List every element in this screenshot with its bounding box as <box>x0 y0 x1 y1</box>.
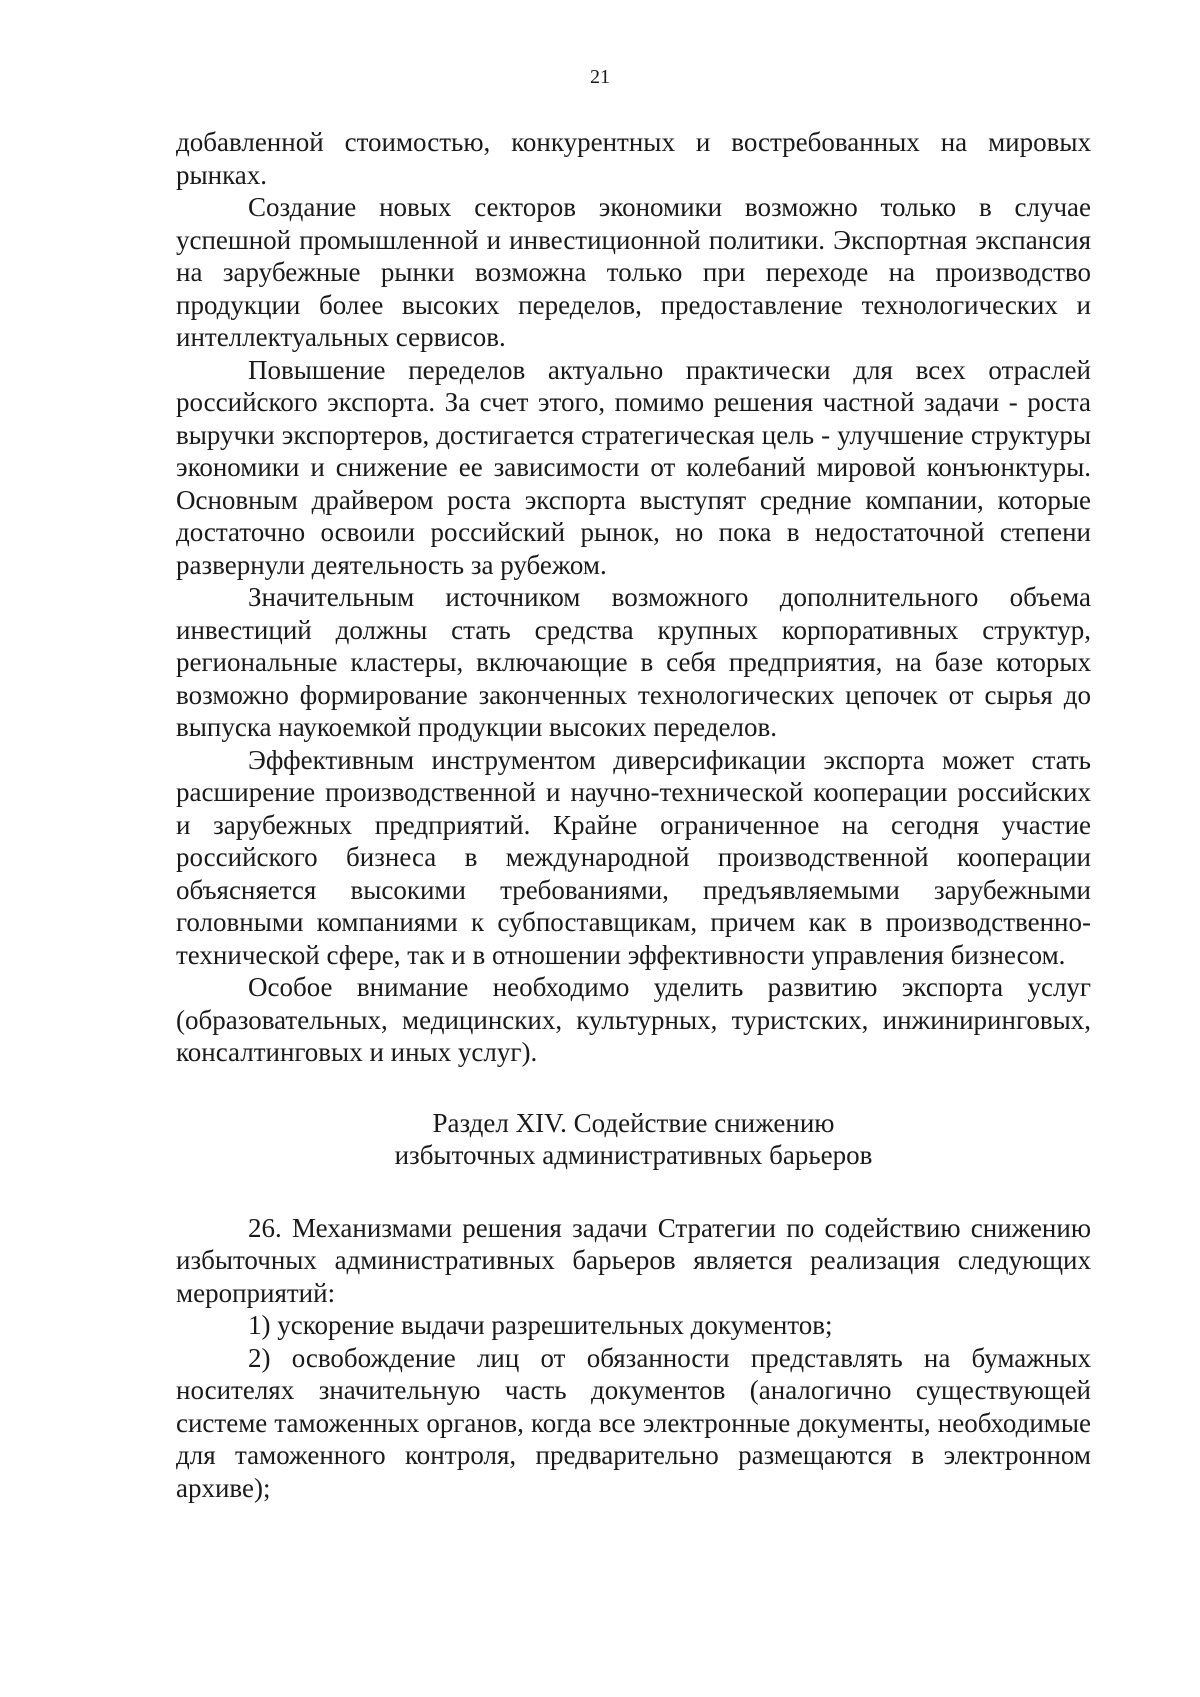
paragraph: Эффективным инструментом диверсификации экспорта может стать расширение производственной и научно-технической кооперации российских и зарубежных предприятий. Крайне ограниченное на сегодня участие российского бизнеса в международной производственной кооперации объясняется высокими требованиями, предъявляемыми зарубежными головными компаниями к субпоставщикам, причем как в производственно-технической сфере, так и в отношении эффективности управления бизнесом. <box>176 744 1091 970</box>
paragraph: Значительным источником возможного дополнительного объема инвестиций должны стать средства крупных корпоративных структур, региональные кластеры, включающие в себя предприятия, на базе которых возможно формирование законченных технологических цепочек от сырья до выпуска наукоемкой продукции высоких переделов. <box>176 582 1091 742</box>
section-heading-line: избыточных административных барьеров <box>394 1140 873 1170</box>
section-heading <box>176 1107 1091 1172</box>
paragraph: добавленной стоимостью, конкурентных и востребованных на мировых рынках. <box>176 127 1091 190</box>
paragraph: Повышение переделов актуально практически для всех отраслей российского экспорта. За счет этого, помимо решения частной задачи - роста выручки экспортеров, достигается стратегическая цель - улучшение структуры экономики и снижение ее зависимости от колебаний мировой конъюнктуры. Основным драйвером роста экспорта выступят средние компании, которые достаточно освоили российский рынок, но пока в недостаточной степени развернули деятельность за рубежом. <box>176 354 1091 580</box>
list-item: 1) ускорение выдачи разрешительных документов; <box>248 1310 833 1340</box>
paragraph: Создание новых секторов экономики возможно только в случае успешной промышленной и инвестиционной политики. Экспортная экспансия на зарубежные рынки возможна только при переходе на производство продукции более высоких переделов, предоставление технологических и интеллектуальных сервисов. <box>176 192 1091 352</box>
list-item: 2) освобождение лиц от обязанности представлять на бумажных носителях значительную часть документов (аналогично существующей системе таможенных органов, когда все электронные документы, необходимые для таможенного контроля, предварительно размещаются в электронном архиве); <box>176 1342 1091 1503</box>
document-body <box>176 126 1091 1504</box>
section-heading-line: Раздел XIV. Содействие снижению <box>432 1107 835 1138</box>
paragraph: Особое внимание необходимо уделить развитию экспорта услуг (образовательных, медицинских, культурных, туристских, инжиниринговых, консалтинговых и иных услуг). <box>176 972 1091 1067</box>
page-number: 21 <box>590 66 610 88</box>
paragraph: 26. Механизмами решения задачи Стратегии по содействию снижению избыточных административных барьеров является реализация следующих мероприятий: <box>176 1212 1091 1308</box>
